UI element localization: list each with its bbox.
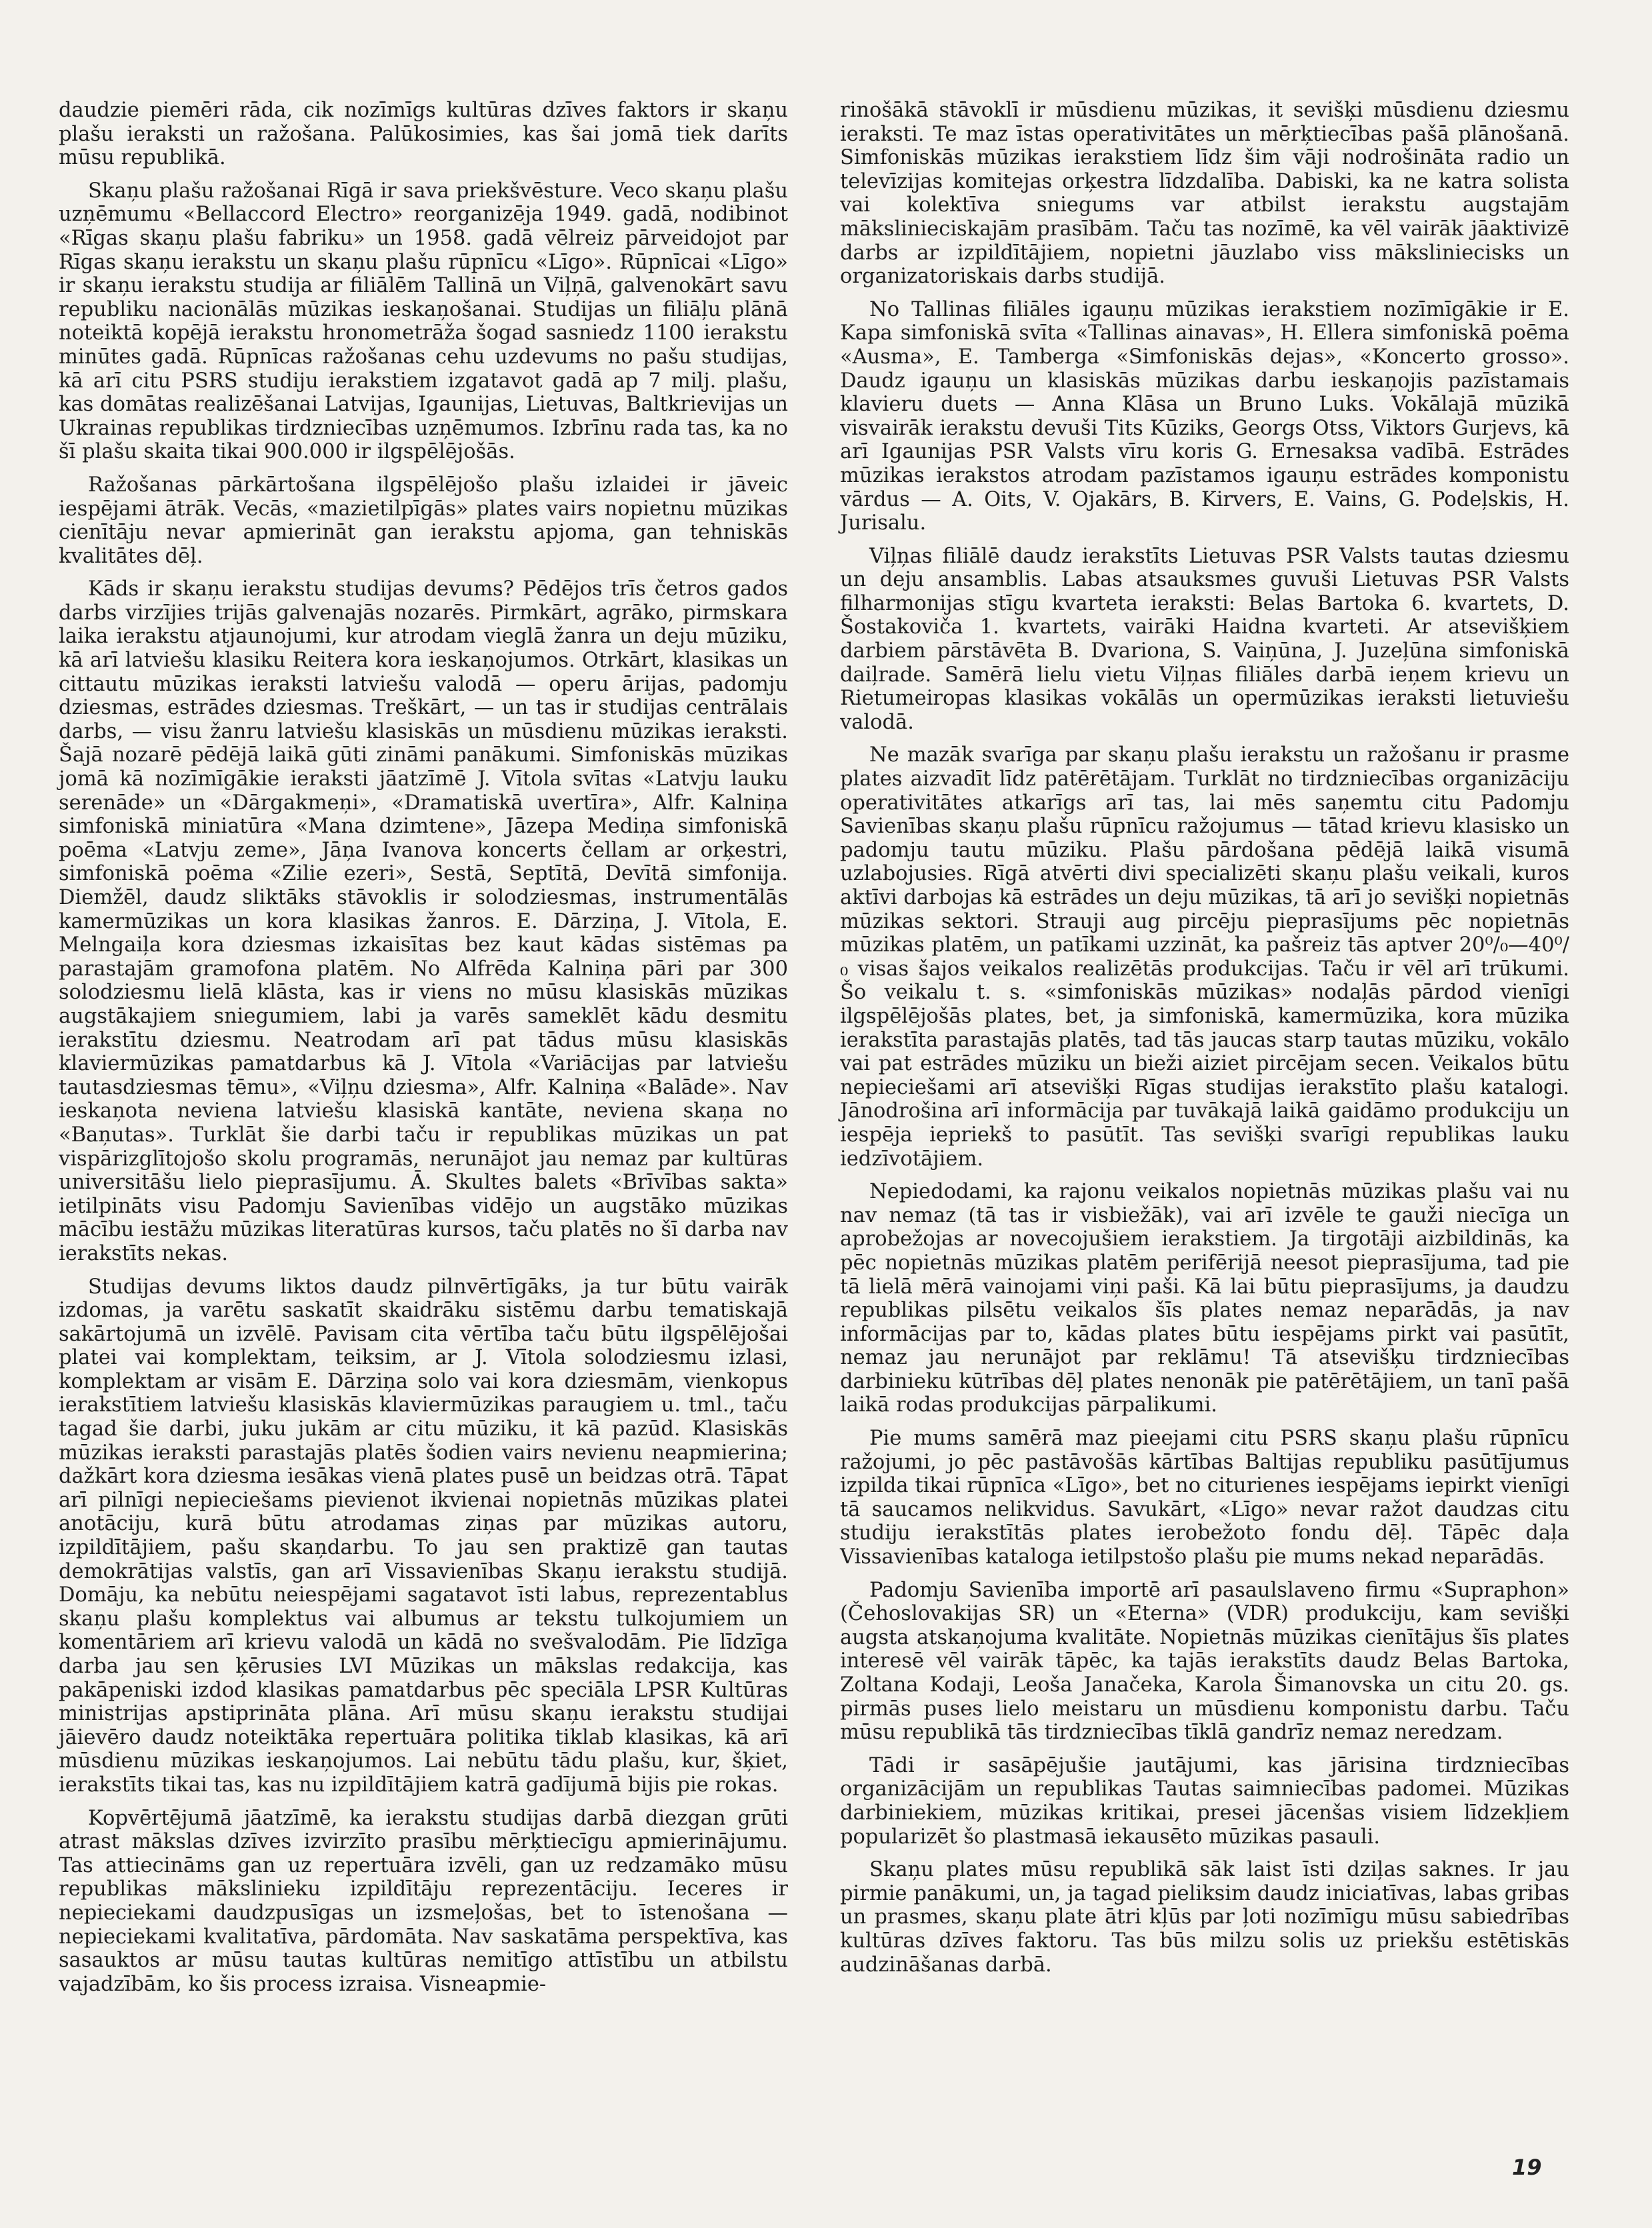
paragraph: rinošākā stāvoklī ir mūsdienu mūzikas, it sevišķi mūsdienu dziesmu ieraksti. Te maz īstas operativitātes un mērķtiecības pašā plānošanā. Simfoniskās mūzikas ierakstiem līdz šim vāji nodrošināta radio un televīzijas komitejas orķestra līdzdalība. Dabiski, ka ne katra solista vai kolektīva sniegums var atbilst ierakstu augstajām mākslinieciskajām prasībām. Taču tas nozīmē, ka vēl vairāk jāaktivizē darbs ar izpildītājiem, nopietni jāuzlabo viss māksliniecisks un organizatoriskais darbs studijā.	[840, 99, 1569, 289]
paragraph: No Tallinas filiāles igauņu mūzikas ierakstiem nozīmīgākie ir E. Kapa simfoniskā svīta «Tallinas ainavas», H. Ellera simfoniskā poēma «Ausma», E. Tamberga «Simfoniskās dejas», «Koncerto grosso». Daudz igauņu un klasiskās mūzikas darbu ieskaņojis pazīstamais klavieru duets — Anna Klāsa un Bruno Luks. Vokālajā mūzikā visvairāk ierakstu devuši Tits Kūziks, Georgs Otss, Viktors Gurjevs, kā arī Igaunijas PSR Valsts vīru koris G. Ernesaksa vadībā. Estrādes mūzikas ierakstos atrodam pazīstamos igauņu estrādes komponistu vārdus — A. Oits, V. Ojakārs, B. Kirvers, E. Vains, G. Podeļskis, H. Jurisalu.	[840, 297, 1569, 535]
paragraph: Padomju Savienība importē arī pasaulslaveno firmu «Supraphon» (Čehoslovakijas SR) un «Eterna» (VDR) produkciju, kam sevišķi augsta atskaņojuma kvalitāte. Nopietnās mūzikas cienītājus šīs plates interesē vēl vairāk tāpēc, ka tajās ierakstīts daudz Belas Bartoka, Zoltana Kodaji, Leoša Janačeka, Karola Šimanovska un citu 20. gs. pirmās puses lielo meistaru un mūsdienu komponistu darbu. Taču mūsu republikā tās tirdzniecības tīklā gandrīz nemaz neredzam.	[840, 1578, 1569, 1745]
paragraph: Nepiedodami, ka rajonu veikalos nopietnās mūzikas plašu vai nu nav nemaz (tā tas ir visbiežāk), vai arī izvēle te gauži niecīga un aprobežojas ar novecojušiem ierakstiem. Ja tirgotāji aizbildinās, ka pēc nopietnās mūzikas platēm perifērijā neesot pieprasījuma, tad pie tā lielā mērā vainojami viņi paši. Kā lai būtu pieprasījums, ja daudzu republikas pilsētu veikalos šīs plates nemaz neparādās, ja nav informācijas par to, kādas plates būtu iespējams pirkt vai pasūtīt, nemaz jau nerunājot par reklāmu! Tā atsevišķu tirdzniecības darbinieku kūtrības dēļ plates nenonāk pie patērētājiem, un tanī pašā laikā rodas produkcijas pārpalikumi.	[840, 1180, 1569, 1417]
paragraph: Pie mums samērā maz pieejami citu PSRS skaņu plašu rūpnīcu ražojumi, jo pēc pastāvošās kārtības Baltijas republiku pasūtījumus izpilda tikai rūpnīca «Līgo», bet no citurienes iespējams iepirkt vienīgi tā saucamos nelikvidus. Savukārt, «Līgo» nevar ražot daudzas citu studiju ierakstītās plates ierobežoto fondu dēļ. Tāpēc daļa Vissavienības kataloga ietilpstošo plašu pie mums nekad neparādās.	[840, 1427, 1569, 1569]
paragraph: Skaņu plašu ražošanai Rīgā ir sava priekšvēsture. Veco skaņu plašu uzņēmumu «Bellaccord Electro» reorganizēja 1949. gadā, nodibinot «Rīgas skaņu plašu fabriku» un 1958. gadā vēlreiz pārveidojot par Rīgas skaņu ierakstu un skaņu plašu rūpnīcu «Līgo». Rūpnīcai «Līgo» ir skaņu ierakstu studija ar filiālēm Tallinā un Viļņā, galvenokārt savu republiku nacionālās mūzikas ieskaņošanai. Studijas un filiāļu plānā noteiktā kopējā ierakstu hronometrāža šogad sasniedz 1100 ierakstu minūtes gadā. Rūpnīcas ražošanas cehu uzdevums no pašu studijas, kā arī citu PSRS studiju ierakstiem izgatavot gadā ap 7 milj. plašu, kas domātas realizēšanai Latvijas, Igaunijas, Lietuvas, Baltkrievijas un Ukrainas republikas tirdzniecības uzņēmumos. Izbrīnu rada tas, ka no šī plašu skaita tikai 900.000 ir ilgspēlējošās.	[59, 179, 788, 464]
paragraph: Ne mazāk svarīga par skaņu plašu ierakstu un ražošanu ir prasme plates aizvadīt līdz patērētājam. Turklāt no tirdzniecības organizāciju operativitātes atkarīgs arī tas, lai mēs saņemtu citu Padomju Savienības skaņu plašu rūpnīcu ražojumus — tātad krievu klasisko un padomju tautu mūziku. Plašu pārdošana pēdējā laikā visumā uzlabojusies. Rīgā atvērti divi specializēti skaņu plašu veikali, kuros aktīvi darbojas kā estrādes un deju mūzikas, tā arī jo sevišķi nopietnās mūzikas sektori. Strauji aug pircēju pieprasījums pēc nopietnās mūzikas platēm, un patīkami uzzināt, ka pašreiz tās aptver 20⁰/₀—40⁰/₀ visas šajos veikalos realizētās produkcijas. Taču ir vēl arī trūkumi. Šo veikalu t. s. «simfoniskās mūzikas» nodaļās pārdod vienīgi ilgspēlējošās plates, bet, ja simfoniskā, kamermūzika, kora mūzika ierakstīta parastajās platēs, tad tās jaucas starp tautas mūziku, vokālo vai pat estrādes mūziku un bieži aiziet pircējam secen. Veikalos būtu nepieciešami arī atsevišķi Rīgas studijas ierakstīto plašu katalogi. Jānodrošina arī informācija par tuvākajā laikā gaidāmo produkciju un iespēja iepriekš to pasūtīt. Tas sevišķi svarīgi republikas lauku iedzīvotājiem.	[840, 743, 1569, 1171]
paragraph: Kāds ir skaņu ierakstu studijas devums? Pēdējos trīs četros gados darbs virzījies trijās galvenajās nozarēs. Pirmkārt, agrāko, pirmskara laika ierakstu atjaunojumi, kur atrodam vieglā žanra un deju mūziku, kā arī latviešu klasiku Reitera kora ieskaņojumos. Otrkārt, klasikas un cittautu mūzikas ieraksti latviešu valodā — operu ārijas, padomju dziesmas, estrādes dziesmas. Treškārt, — un tas ir studijas centrālais darbs, — visu žanru latviešu klasiskās un mūsdienu mūzikas ieraksti. Šajā nozarē pēdējā laikā gūti zināmi panākumi. Simfoniskās mūzikas jomā kā nozīmīgākie ieraksti jāatzīmē J. Vītola svītas «Latvju lauku serenāde» un «Dārgakmeņi», «Dramatiskā uvertīra», Alfr. Kalniņa simfoniskā miniatūra «Mana dzimtene», Jāzepa Mediņa simfoniskā poēma «Latvju zeme», Jāņa Ivanova koncerts čellam ar orķestri, simfoniskā poēma «Zilie ezeri», Sestā, Septītā, Devītā simfonija. Diemžēl, daudz sliktāks stāvoklis ir solodziesmas, instrumentālās kamermūzikas un kora klasikas žanros. E. Dārziņa, J. Vītola, E. Melngaiļa kora dziesmas izkaisītas bez kaut kādas sistēmas pa parastajām gramofona platēm. No Alfrēda Kalniņa pāri par 300 solodziesmu lielā klāsta, kas ir viens no mūsu klasiskās mūzikas augstākajiem sniegumiem, labi ja varēs sameklēt kādu desmitu ierakstītu dziesmu. Neatrodam arī pat tādus mūsu klasiskās klaviermūzikas pamatdarbus kā J. Vītola «Variācijas par latviešu tautasdziesmas tēmu», «Viļņu dziesma», Alfr. Kalniņa «Balāde». Nav ieskaņota neviena latviešu klasiskā kantāte, neviena skaņa no «Baņutas». Turklāt šie darbi taču ir republikas mūzikas un pat vispārizglītojošo skolu programās, nerunājot jau nemaz par kultūras universitāšu lielo pieprasījumu. Ā. Skultes balets «Brīvības sakta» ietilpināts visu Padomju Savienības vidējo un augstāko mūzikas mācību iestāžu mūzikas literatūras kursos, taču platēs no šī darba nav ierakstīts nekas.	[59, 577, 788, 1265]
paragraph: Studijas devums liktos daudz pilnvērtīgāks, ja tur būtu vairāk izdomas, ja varētu saskatīt skaidrāku sistēmu darbu tematiskajā sakārtojumā un izvēlē. Pavisam cita vērtība taču būtu ilgspēlējošai platei vai komplektam, teiksim, ar J. Vītola solodziesmu izlasi, komplektam ar visām E. Dārziņa solo vai kora dziesmām, vienkopus ierakstītiem latviešu klasiskās klaviermūzikas paraugiem u. tml., taču tagad šie darbi, juku jukām ar citu mūziku, it kā pazūd. Klasiskās mūzikas ieraksti parastajās platēs šodien vairs nevienu neapmierina; dažkārt kora dziesma iesākas vienā plates pusē un beidzas otrā. Tāpat arī pilnīgi nepieciešams pievienot ikvienai nopietnās mūzikas platei anotāciju, kurā būtu atrodamas ziņas par mūzikas autoru, izpildītājiem, pašu skaņdarbu. To jau sen praktizē gan tautas demokrātijas valstīs, gan arī Vissavienības Skaņu ierakstu studijā. Domāju, ka nebūtu neiespējami sagatavot īsti labus, reprezentablus skaņu plašu komplektus vai albumus ar tekstu tulkojumiem un komentāriem arī krievu valodā un kādā no svešvalodām. Pie līdzīga darba jau sen ķērusies LVI Mūzikas un mākslas redakcija, kas pakāpeniski izdod klasikas pamatdarbus pēc speciāla LPSR Kultūras ministrijas apstiprināta plāna. Arī mūsu skaņu ierakstu studijai jāievēro daudz noteiktāka repertuāra politika tiklab klasikas, kā arī mūsdienu mūzikas ieskaņojumos. Lai nebūtu tādu plašu, kur, šķiet, ierakstīts tikai tas, kas nu izpildītājiem katrā gadījumā bijis pie rokas.	[59, 1275, 788, 1797]
paragraph: Kopvērtējumā jāatzīmē, ka ierakstu studijas darbā diezgan grūti atrast mākslas dzīves izvirzīto prasību mērķtiecīgu apmierinājumu. Tas attiecināms gan uz repertuāra izvēli, gan uz redzamāko mūsu republikas mākslinieku izpildītāju reprezentāciju. Ieceres ir nepieciekami daudzpusīgas un izsmeļošas, bet to īstenošana — nepieciekami kvalitatīva, pārdomāta. Nav saskatāma perspektīva, kas sasauktos ar mūsu tautas kultūras nemitīgo attīstību un atbilstu vajadzībām, ko šis process izraisa. Visneapmie-	[59, 1806, 788, 1996]
paragraph: daudzie piemēri rāda, cik nozīmīgs kultūras dzīves faktors ir skaņu plašu ieraksti un ražošana. Palūkosimies, kas šai jomā tiek darīts mūsu republikā.	[59, 99, 788, 170]
paragraph: Ražošanas pārkārtošana ilgspēlējošo plašu izlaidei ir jāveic iespējami ātrāk. Vecās, «mazietilpīgās» plates vairs nopietnu mūzikas cienītāju nevar apmierināt gan ierakstu apjoma, gan tehniskās kvalitātes dēļ.	[59, 473, 788, 568]
paragraph: Viļņas filiālē daudz ierakstīts Lietuvas PSR Valsts tautas dziesmu un deju ansamblis. Labas atsauksmes guvuši Lietuvas PSR Valsts filharmonijas stīgu kvarteta ieraksti: Belas Bartoka 6. kvartets, D. Šostakoviča 1. kvartets, vairāki Haidna kvarteti. Ar atsevišķiem darbiem pārstāvēta B. Dvariona, S. Vaiņūna, J. Juzeļūna simfoniskā daiļrade. Samērā lielu vietu Viļņas filiāles darbā ieņem krievu un Rietumeiropas klasikas vokālās un opermūzikas ieraksti lietuviešu valodā.	[840, 544, 1569, 734]
left-column	[59, 99, 788, 2005]
page-number: 19	[1512, 2155, 1542, 2180]
paragraph: Tādi ir sasāpējušie jautājumi, kas jārisina tirdzniecības organizācijām un republikas Tautas saimniecības padomei. Mūzikas darbiniekiem, mūzikas kritikai, presei jācenšas visiem līdzekļiem popularizēt šo plastmasā iekausēto mūzikas pasauli.	[840, 1753, 1569, 1849]
paragraph: Skaņu plates mūsu republikā sāk laist īsti dziļas saknes. Ir jau pirmie panākumi, un, ja tagad pieliksim daudz iniciatīvas, labas gribas un prasmes, skaņu plate ātri kļūs par ļoti nozīmīgu mūsu sabiedrības kultūras dzīves faktoru. Tas būs milzu solis uz priekšu estētiskās audzināšanas darbā.	[840, 1858, 1569, 1977]
right-column	[840, 99, 1569, 1986]
